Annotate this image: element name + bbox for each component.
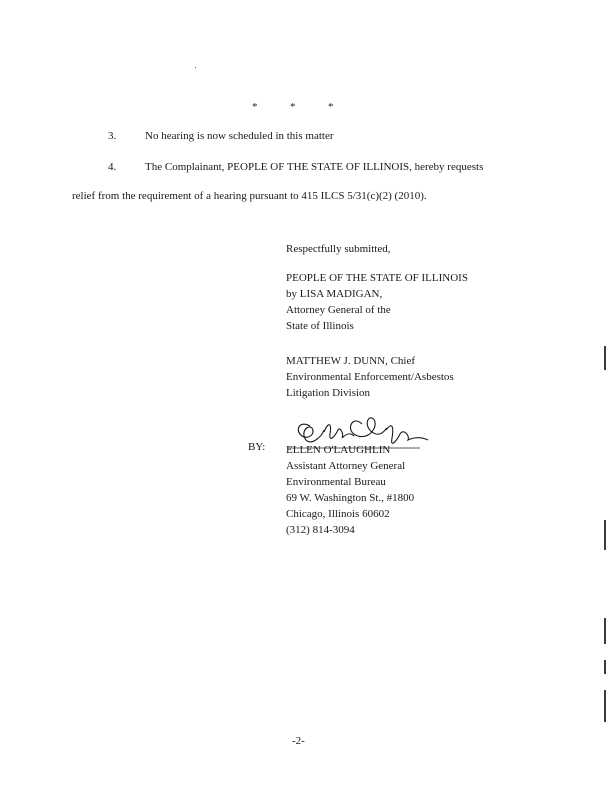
signer-line: ELLEN O'LAUGHLIN: [286, 444, 391, 456]
closing-line: Respectfully submitted,: [286, 243, 391, 255]
party-line: State of Illinois: [286, 320, 354, 332]
division-block: [286, 353, 454, 401]
signature-stroke: [350, 418, 386, 437]
division-line: Litigation Division: [286, 387, 371, 399]
star: *: [252, 101, 258, 113]
signature-stroke: [324, 425, 354, 439]
signer-line: Environmental Bureau: [286, 476, 386, 488]
signer-line: Chicago, Illinois 60602: [286, 508, 390, 520]
signature-stroke: [298, 424, 324, 442]
section-break-stars: [252, 101, 366, 113]
scan-speck: [195, 67, 196, 68]
page-number: -2-: [292, 735, 305, 747]
item-number: 4.: [108, 161, 117, 173]
item-number: 3.: [108, 130, 117, 142]
scan-edge-mark: [604, 520, 606, 550]
scan-edge-mark: [604, 346, 606, 370]
party-block: [286, 270, 468, 334]
star: *: [290, 101, 296, 113]
by-label: BY:: [248, 441, 266, 453]
star: *: [328, 101, 334, 113]
party-line: Attorney General of the: [286, 304, 391, 316]
division-line: Environmental Enforcement/Asbestos: [286, 371, 454, 383]
paragraph-continuation: relief from the requirement of a hearing pursuant to 415 ILCS 5/31(c)(2) (2010).: [72, 190, 427, 202]
item-text: The Complainant, PEOPLE OF THE STATE OF ILLINOIS, hereby requests: [145, 161, 484, 173]
scan-edge-mark: [604, 690, 606, 722]
scan-edge-mark: [604, 618, 606, 644]
signer-line: 69 W. Washington St., #1800: [286, 492, 415, 504]
party-line: by LISA MADIGAN,: [286, 288, 383, 300]
signer-line: Assistant Attorney General: [286, 460, 406, 472]
scan-edge-mark: [604, 660, 606, 674]
signer-line: (312) 814-3094: [286, 524, 355, 536]
signature-stroke: [386, 426, 428, 443]
division-line: MATTHEW J. DUNN, Chief: [286, 355, 416, 367]
item-text: No hearing is now scheduled in this matter: [145, 130, 334, 142]
signer-block: [286, 442, 414, 538]
party-line: PEOPLE OF THE STATE OF ILLINOIS: [286, 272, 468, 284]
